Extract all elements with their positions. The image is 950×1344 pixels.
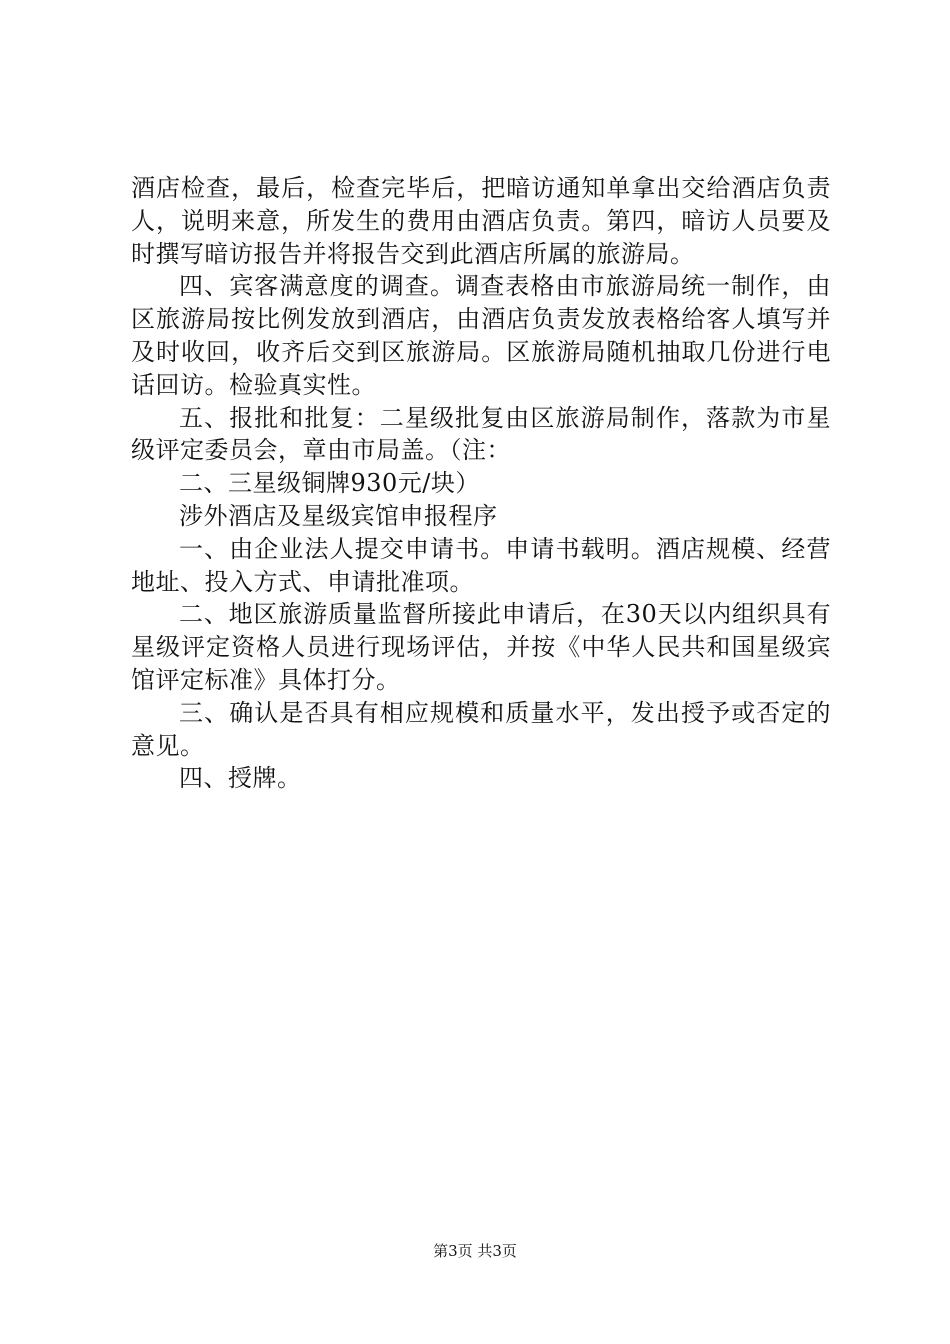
paragraph-6: 一、由企业法人提交申请书。申请书载明。酒店规模、经营地址、投入方式、申请批准项。 — [131, 534, 831, 596]
paragraph-9: 四、授牌。 — [179, 764, 302, 793]
paragraph-3: 五、报批和批复：二星级批复由区旅游局制作，落款为市星级评定委员会，章由市局盖。（注： — [131, 403, 831, 465]
section-heading: 涉外酒店及星级宾馆申报程序 — [179, 501, 498, 530]
paragraph-8: 三、确认是否具有相应规模和质量水平，发出授予或否定的意见。 — [131, 698, 831, 760]
paragraph-1: 酒店检查，最后，检查完毕后，把暗访通知单拿出交给酒店负责人，说明来意，所发生的费用由酒店负责。第四，暗访人员要及时撰写暗访报告并将报告交到此酒店所属的旅游局。 — [131, 174, 831, 268]
document-body — [131, 172, 831, 795]
paragraph-2: 四、宾客满意度的调查。调查表格由市旅游局统一制作，由区旅游局按比例发放到酒店，由酒店负责发放表格给客人填写并及时收回，收齐后交到区旅游局。区旅游局随机抽取几份进行电话回访。检验真实性。 — [131, 272, 831, 399]
page-number: 第3页 共3页 — [433, 1242, 517, 1260]
paragraph-4: 二、三星级铜牌930元/块） — [179, 469, 480, 498]
paragraph-7: 二、地区旅游质量监督所接此申请后，在30天以内组织具有星级评定资格人员进行现场评估，并按《中华人民共和国星级宾馆评定标准》具体打分。 — [131, 600, 831, 694]
